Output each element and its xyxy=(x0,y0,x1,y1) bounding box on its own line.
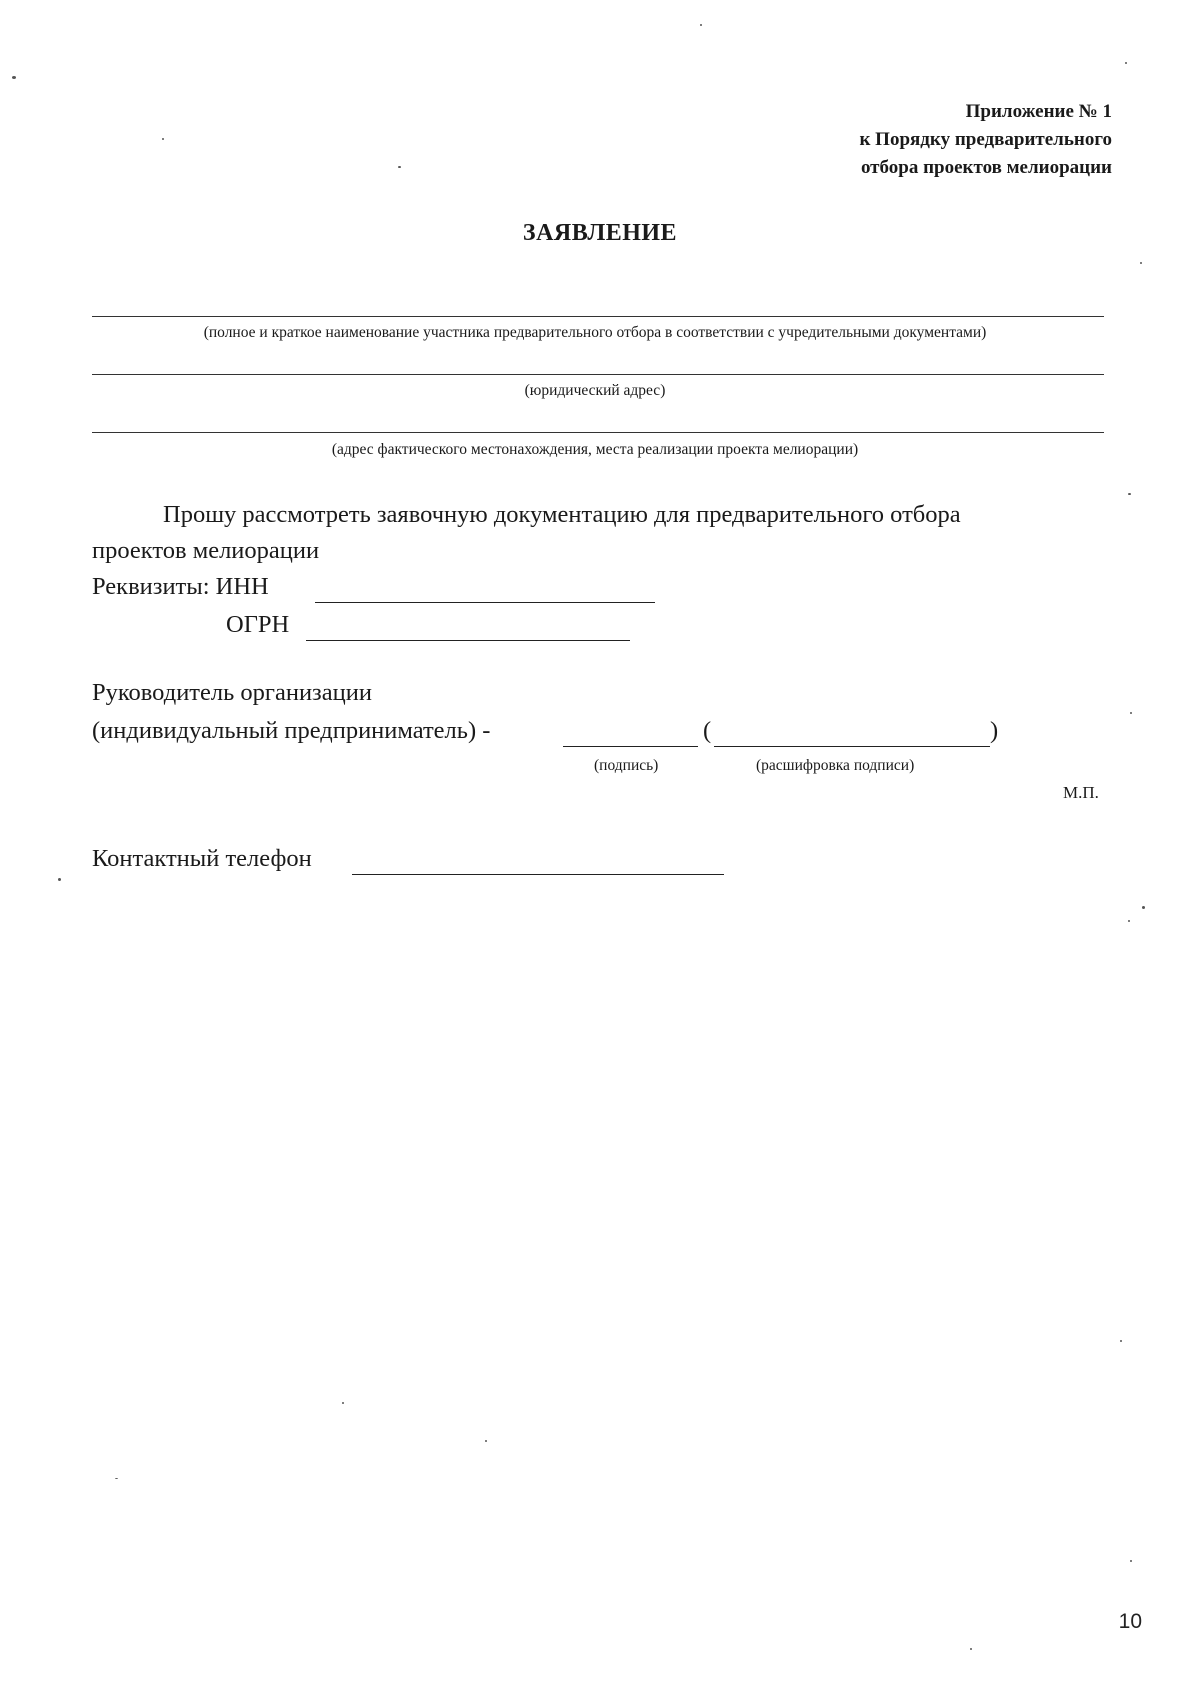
signature-caption: (подпись) xyxy=(594,757,659,774)
appendix-line-1: Приложение № 1 xyxy=(965,101,1112,122)
decode-close-paren: ) xyxy=(990,717,999,744)
inn-field-line[interactable] xyxy=(315,602,655,603)
page-number: 10 xyxy=(1118,1610,1142,1633)
inn-label: Реквизиты: ИНН xyxy=(92,573,269,600)
appendix-reference xyxy=(512,98,1112,182)
document-title: ЗАЯВЛЕНИЕ xyxy=(522,220,678,246)
head-label-line-2: (индивидуальный предприниматель) - xyxy=(92,717,491,744)
ogrn-label: ОГРН xyxy=(226,611,290,638)
signature-decode-caption: (расшифровка подписи) xyxy=(756,757,915,774)
appendix-line-2: к Порядку предварительного xyxy=(859,129,1112,150)
name-field-caption: (полное и краткое наименование участника предварительного отбора в соответствии с учредительными документами) xyxy=(203,324,987,341)
decode-open-paren: ( xyxy=(703,717,712,744)
request-line-2: проектов мелиорации xyxy=(92,537,320,564)
legal-address-caption: (юридический адрес) xyxy=(524,382,666,399)
signature-field-line[interactable] xyxy=(563,746,698,747)
actual-address-field-line[interactable] xyxy=(92,432,1104,433)
name-field-line[interactable] xyxy=(92,316,1104,317)
legal-address-field-line[interactable] xyxy=(92,374,1104,375)
actual-address-caption: (адрес фактического местонахождения, места реализации проекта мелиорации) xyxy=(331,441,859,458)
phone-field-line[interactable] xyxy=(352,874,724,875)
appendix-line-3: отбора проектов мелиорации xyxy=(860,157,1112,178)
request-line-1: Прошу рассмотреть заявочную документацию для предварительного отбора xyxy=(163,501,961,528)
head-label-line-1: Руководитель организации xyxy=(92,679,372,706)
ogrn-field-line[interactable] xyxy=(306,640,630,641)
phone-label: Контактный телефон xyxy=(92,845,312,872)
stamp-place: М.П. xyxy=(1063,783,1099,802)
signature-decode-field-line[interactable] xyxy=(714,746,990,747)
